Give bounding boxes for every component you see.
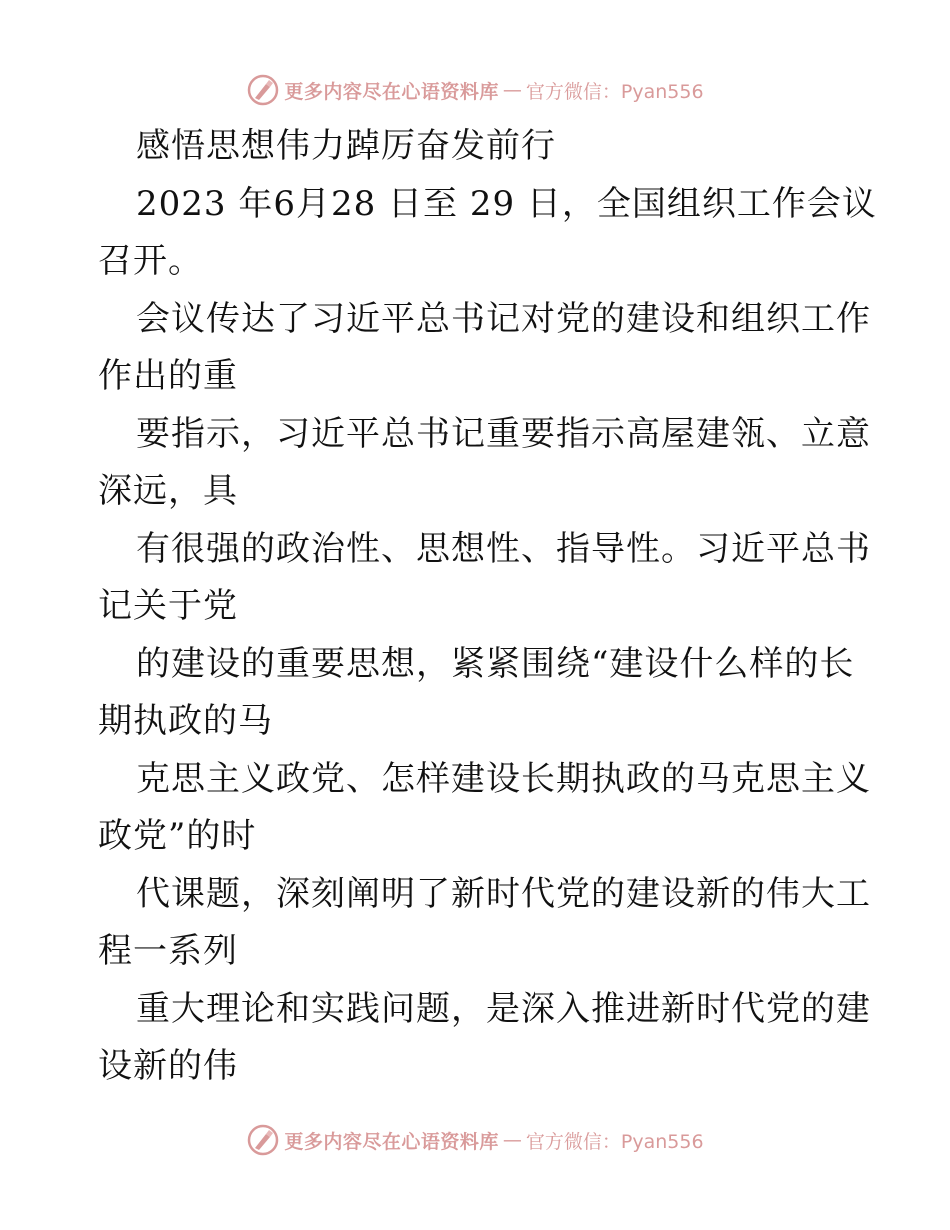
footer-banner — [0, 1120, 950, 1160]
text-line: 会议传达了习近平总书记对党的建设和组织工作 — [136, 298, 871, 339]
banner-sub-text: 官方微信：Pyan556 — [525, 80, 704, 103]
text-line: 程一系列 — [98, 931, 238, 971]
text-line: 政党”的时 — [98, 816, 257, 856]
pen-nib-logo-icon — [246, 1123, 280, 1157]
text-line: 重大理论和实践问题，是深入推进新时代党的建 — [136, 988, 871, 1029]
text-line: 有很强的政治性、思想性、指导性。习近平总书 — [136, 528, 871, 569]
text-line: 要指示，习近平总书记重要指示高屋建瓴、立意 — [136, 413, 871, 454]
text-line: 深远，具 — [98, 471, 238, 511]
text-line: 的建设的重要思想，紧紧围绕“建设什么样的长 — [136, 643, 855, 684]
banner-sub-text: 官方微信：Pyan556 — [525, 1130, 704, 1153]
text-line: 作出的重 — [98, 356, 238, 396]
text-line: 召开。 — [98, 241, 203, 281]
text-line: 期执政的马 — [98, 701, 273, 741]
banner-separator: — — [502, 79, 522, 101]
header-banner — [0, 70, 950, 110]
document-body — [98, 118, 877, 1096]
text-line: 2023 年6月28 日至 29 日，全国组织工作会议 — [136, 183, 877, 224]
banner-main-text: 更多内容尽在心语资料库 — [284, 1130, 499, 1153]
banner-main-text: 更多内容尽在心语资料库 — [284, 80, 499, 103]
text-line: 克思主义政党、怎样建设长期执政的马克思主义 — [136, 758, 871, 799]
text-line: 记关于党 — [98, 586, 238, 626]
pen-nib-logo-icon — [246, 73, 280, 107]
text-line: 设新的伟 — [98, 1046, 238, 1086]
text-line: 代课题，深刻阐明了新时代党的建设新的伟大工 — [136, 873, 871, 914]
banner-separator: — — [502, 1129, 522, 1151]
document-title: 感悟思想伟力踔厉奋发前行 — [136, 126, 556, 166]
